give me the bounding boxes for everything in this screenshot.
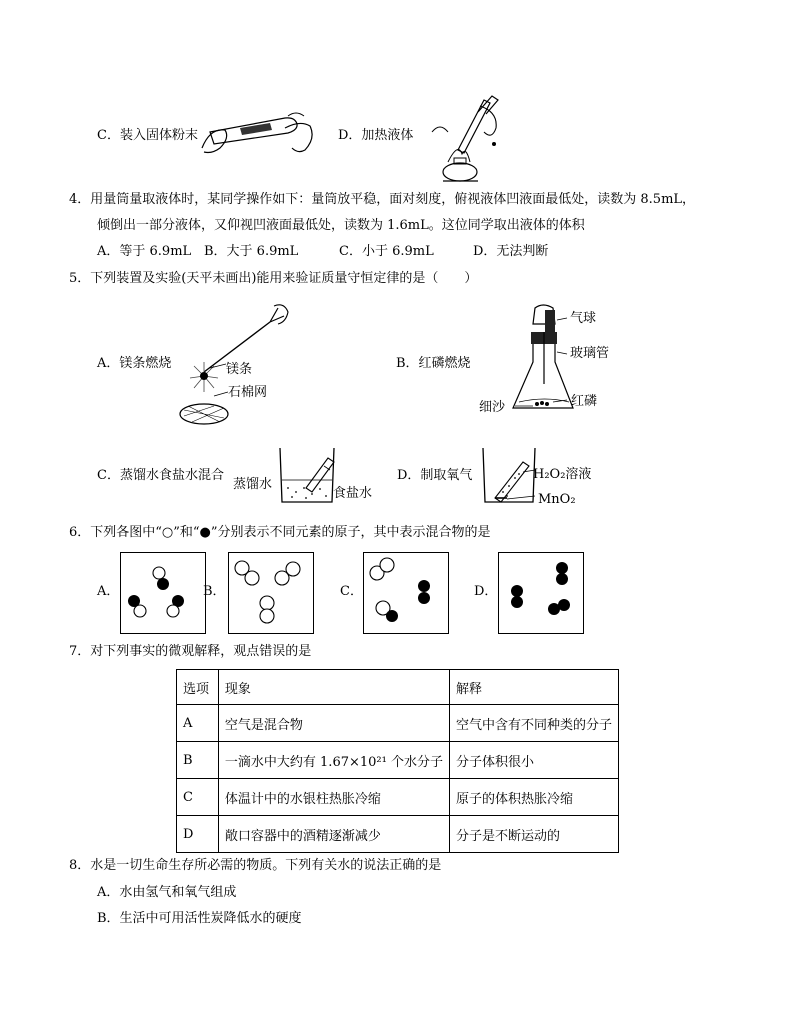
table-cell: C [177,779,219,816]
table-header-cell: 选项 [177,670,219,705]
q5-stem: 5．下列装置及实验(天平未画出)能用来验证质量守恒定律的是（ ） [69,271,478,286]
table-cell: 空气中含有不同种类的分子 [449,705,618,742]
q6-box-a [120,552,206,634]
table-header-cell: 现象 [218,670,449,705]
table-cell: A [177,705,219,742]
table-cell: 空气是混合物 [218,705,449,742]
q4-stem-line2: 倾倒出一部分液体，又仰视凹液面最低处，读数为 1.6mL。这位同学取出液体的体积 [97,218,585,233]
q3-option-d: D．加热液体 [338,128,414,143]
table-row [177,816,619,853]
table-row [177,779,619,816]
table-header-cell: 解释 [449,670,618,705]
table-cell: B [177,742,219,779]
table-header-row [177,670,619,705]
q4-option-a: A．等于 6.9mL [97,244,192,259]
table-row [177,705,619,742]
q5-label-fine-sand: 细沙 [479,400,506,415]
beaker-mixing-figure [276,444,340,506]
q6-box-b [228,552,314,634]
table-cell: 一滴水中大约有 1.67×10²¹ 个水分子 [218,742,449,779]
q4-option-d: D．无法判断 [473,244,549,259]
q4-stem-line1: 4．用量筒量取液体时，某同学操作如下：量筒放平稳，面对刻度，俯视液体凹液面最低处，读数为 8.5mL， [69,192,696,207]
q5-label-red-phosphorus: 红磷 [571,394,598,409]
q6-atoms-a [121,553,205,633]
q7-table [176,669,619,853]
q6-box-d [498,552,584,634]
q6-option-a: A． [97,584,120,599]
q8-stem: 8．水是一切生命生存所必需的物质。下列有关水的说法正确的是 [69,858,442,873]
table-cell: 原子的体积热胀冷缩 [449,779,618,816]
q6-option-d: D． [474,584,498,599]
q5-option-d: D．制取氧气 [397,468,473,483]
table-cell: 分子体积很小 [449,742,618,779]
q6-option-b: B． [203,584,226,599]
red-phosphorus-flask-figure [505,302,575,417]
q4-option-b: B．大于 6.9mL [204,244,299,259]
q6-atoms-c [364,553,448,633]
table-row [177,742,619,779]
table-cell: 分子是不断运动的 [449,816,618,853]
q4-option-c: C．小于 6.9mL [339,244,434,259]
q5-option-a: A．镁条燃烧 [97,356,172,371]
q3-option-c: C．装入固体粉末 [97,128,198,143]
q6-atoms-b [229,553,313,633]
q5-option-c: C．蒸馏水食盐水混合 [97,468,224,483]
q6-atoms-d [499,553,583,633]
q5-label-balloon: 气球 [570,311,597,326]
q7-stem: 7．对下列事实的微观解释，观点错误的是 [69,644,312,659]
q5-label-asbestos-net: 石棉网 [228,385,268,400]
q5-label-mno2: MnO₂ [538,492,576,507]
q6-option-c: C． [340,584,363,599]
test-tube-powder-figure [200,108,320,158]
q8-option-a: A．水由氢气和氧气组成 [97,885,237,900]
q5-label-magnesium: 镁条 [226,362,253,377]
q5-label-distilled-water: 蒸馏水 [233,477,273,492]
q6-box-c [363,552,449,634]
q5-label-salt-water: 食盐水 [333,486,373,501]
table-cell: 体温计中的水银柱热胀冷缩 [218,779,449,816]
oxygen-production-figure [479,444,539,506]
heating-liquid-figure [418,92,503,184]
q5-option-b: B．红磷燃烧 [396,356,471,371]
table-cell: D [177,816,219,853]
table-cell: 敞口容器中的酒精逐渐减少 [218,816,449,853]
q5-label-h2o2: H₂O₂溶液 [533,467,592,482]
q6-stem: 6．下列各图中“○”和“●”分别表示不同元素的原子，其中表示混合物的是 [69,525,491,540]
q8-option-b: B．生活中可用活性炭降低水的硬度 [97,911,302,926]
q5-label-glass-tube: 玻璃管 [570,346,610,361]
